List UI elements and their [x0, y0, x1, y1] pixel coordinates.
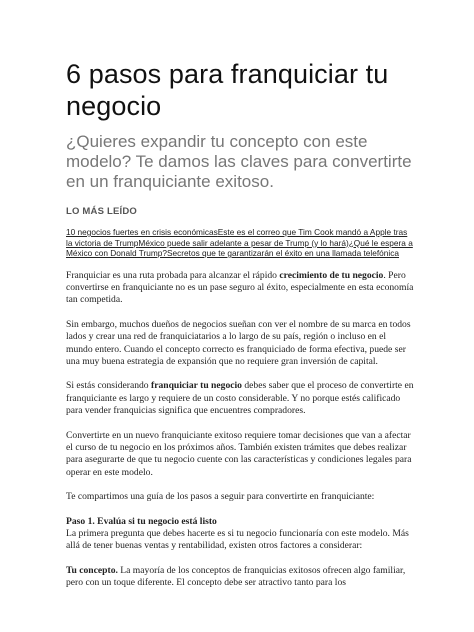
most-read-link[interactable]: Secretos que te garantizarán el éxito en una llamada telefónica — [167, 248, 400, 258]
paragraph — [66, 270, 414, 307]
most-read-label: LO MÁS LEÍDO — [66, 206, 138, 217]
paragraph — [66, 380, 414, 417]
paragraph-bold: crecimiento de tu negocio — [279, 269, 384, 281]
paragraph-text: La mayoría de los conceptos de franquicias exitosos ofrecen algo familiar, pero con un toque diferente. El concepto debe ser atractivo tanto para los — [66, 564, 406, 589]
paragraph-text: . Pero convertirse en franquiciante no es un pase seguro al éxito, especialmente en esta economía tan competida. — [66, 269, 414, 306]
step-section — [66, 516, 414, 553]
step-text: La primera pregunta que debes hacerte es si tu negocio funcionaría con este modelo. Más allá de tener buenas ventas y rentabilidad, existen otros factores a considerar: — [66, 528, 409, 552]
paragraph: Te compartimos una guía de los pasos a seguir para convertirte en franquiciante: — [66, 491, 375, 503]
paragraph-text: Si estás considerando — [66, 380, 151, 392]
most-read-link[interactable]: Este es el correo que Tim Cook mandó a Apple tras la victoria de Trump — [66, 227, 408, 248]
article-body — [66, 270, 414, 590]
article — [66, 58, 414, 602]
article-title: 6 pasos para franquiciar tu negocio — [66, 59, 389, 121]
most-read-link[interactable]: México puede salir adelante a pesar de Trump (y lo hará) — [138, 237, 349, 248]
article-subtitle: ¿Quieres expandir tu concepto con este modelo? Te damos las claves para convertirte en un franquiciante exitoso. — [66, 132, 412, 191]
most-read-link[interactable]: 10 negocios fuertes en crisis económicas — [66, 227, 218, 237]
paragraph-bold: Tu concepto. — [66, 564, 118, 576]
most-read-links — [66, 227, 414, 259]
most-read-link[interactable]: ¿Qué le espera a México con Donald Trump? — [66, 237, 413, 258]
paragraph-text: debes saber que el proceso de convertirte en franquiciante es largo y requiere de un costo considerable. Y no porque estés calificado para vender franquicias significa que encuentres compradores. — [66, 380, 414, 417]
paragraph: Convertirte en un nuevo franquiciante exitoso requiere tomar decisiones que van a afectar el curso de tu negocio en los próximos años. También existen trámites que debes realizar para asegurarte de que tu negocio cuente con las características y condiciones legales para operar en este modelo. — [66, 429, 412, 478]
paragraph-bold: franquiciar tu negocio — [151, 380, 242, 392]
paragraph: Sin embargo, muchos dueños de negocios sueñan con ver el nombre de su marca en todos lados y crear una red de franquiciatarios a lo largo de su país, región o incluso en el mundo entero. Cuando el concepto correcto es franquiciado de forma efectiva, puede ser una muy buena estrategia de expansión que no requiere gran inversión de capital. — [66, 318, 411, 367]
paragraph-text: Franquiciar es una ruta probada para alcanzar el rápido — [66, 269, 280, 281]
paragraph — [66, 565, 414, 590]
step-heading: Paso 1. Evalúa si tu negocio está listo — [66, 515, 217, 527]
